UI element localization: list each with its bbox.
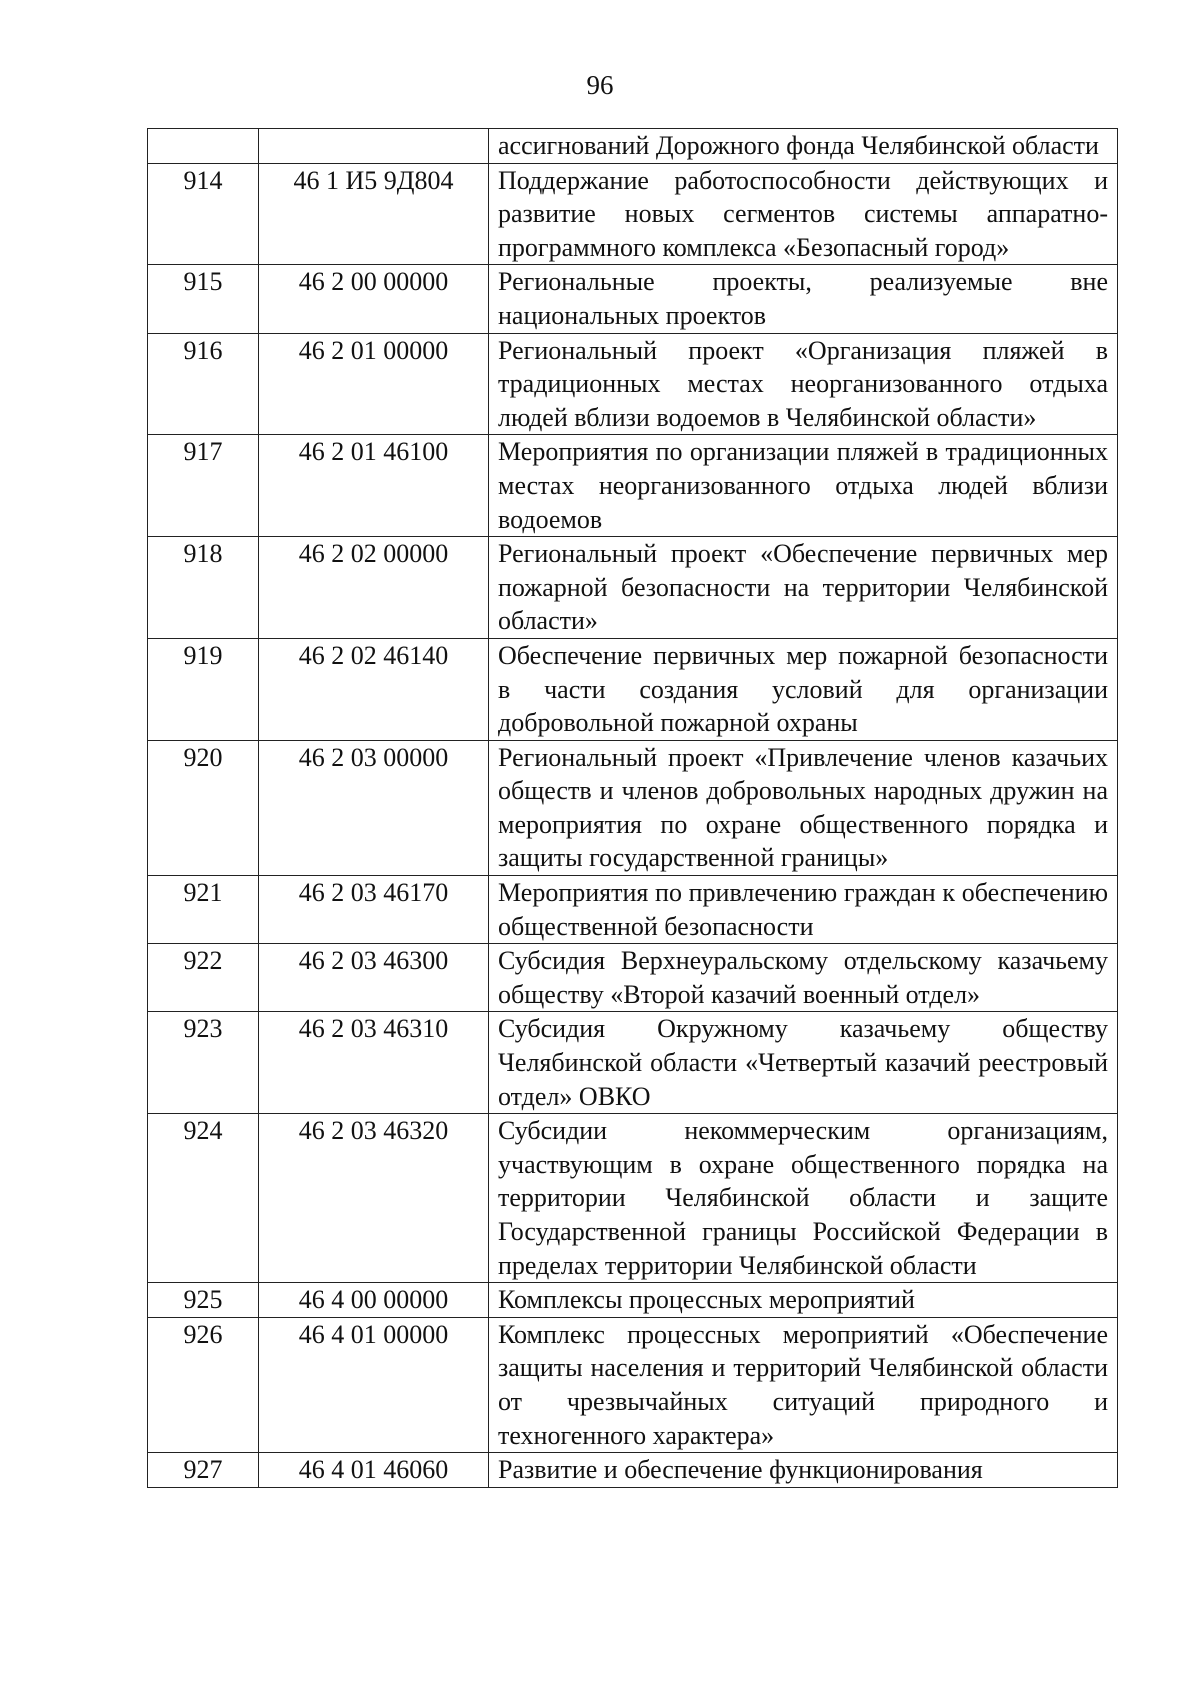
row-number-cell: 924 bbox=[148, 1114, 259, 1283]
row-number-cell: 927 bbox=[148, 1453, 259, 1488]
row-number-cell: 916 bbox=[148, 333, 259, 435]
description-cell: Поддержание работоспособности действующих и развитие новых сегментов системы аппаратно-программного комплекса «Безопасный город» bbox=[489, 163, 1118, 265]
page-number: 96 bbox=[586, 70, 614, 100]
row-number-cell: 915 bbox=[148, 265, 259, 333]
budget-classification-table bbox=[147, 128, 1118, 1488]
description-cell: Региональный проект «Организация пляжей в традиционных местах неорганизованного отдыха людей вблизи водоемов в Челябинской области» bbox=[489, 333, 1118, 435]
description-cell: Комплексы процессных мероприятий bbox=[489, 1283, 1118, 1318]
description-cell: Мероприятия по организации пляжей в традиционных местах неорганизованного отдыха людей вблизи водоемов bbox=[489, 435, 1118, 537]
row-number-cell: 921 bbox=[148, 876, 259, 944]
table-row bbox=[148, 638, 1118, 740]
table-body bbox=[148, 129, 1118, 1488]
classification-code-cell: 46 2 03 46310 bbox=[259, 1012, 489, 1114]
description-cell: Субсидия Верхнеуральскому отдельскому казачьему обществу «Второй казачий военный отдел» bbox=[489, 944, 1118, 1012]
table-row bbox=[148, 1317, 1118, 1452]
classification-code-cell: 46 2 00 00000 bbox=[259, 265, 489, 333]
row-number-cell bbox=[148, 129, 259, 164]
classification-code-cell: 46 1 И5 9Д804 bbox=[259, 163, 489, 265]
row-number-cell: 920 bbox=[148, 740, 259, 875]
table-row bbox=[148, 333, 1118, 435]
row-number-cell: 926 bbox=[148, 1317, 259, 1452]
classification-code-cell: 46 4 01 46060 bbox=[259, 1453, 489, 1488]
table-row bbox=[148, 1012, 1118, 1114]
description-cell: Региональные проекты, реализуемые вне национальных проектов bbox=[489, 265, 1118, 333]
row-number-cell: 917 bbox=[148, 435, 259, 537]
classification-code-cell: 46 2 02 00000 bbox=[259, 537, 489, 639]
classification-code-cell: 46 2 03 00000 bbox=[259, 740, 489, 875]
classification-code-cell: 46 2 02 46140 bbox=[259, 638, 489, 740]
table-row bbox=[148, 1114, 1118, 1283]
table-row bbox=[148, 435, 1118, 537]
classification-code-cell bbox=[259, 129, 489, 164]
row-number-cell: 922 bbox=[148, 944, 259, 1012]
table-row bbox=[148, 537, 1118, 639]
description-cell: Комплекс процессных мероприятий «Обеспечение защиты населения и территорий Челябинской области от чрезвычайных ситуаций природного и техногенного характера» bbox=[489, 1317, 1118, 1452]
classification-code-cell: 46 2 01 00000 bbox=[259, 333, 489, 435]
table-row bbox=[148, 1453, 1118, 1488]
table-row bbox=[148, 265, 1118, 333]
row-number-cell: 923 bbox=[148, 1012, 259, 1114]
classification-code-cell: 46 2 03 46320 bbox=[259, 1114, 489, 1283]
table-row bbox=[148, 129, 1118, 164]
table-row bbox=[148, 1283, 1118, 1318]
row-number-cell: 919 bbox=[148, 638, 259, 740]
row-number-cell: 914 bbox=[148, 163, 259, 265]
description-cell: Развитие и обеспечение функционирования bbox=[489, 1453, 1118, 1488]
description-cell: Субсидия Окружному казачьему обществу Челябинской области «Четвертый казачий реестровый отдел» ОВКО bbox=[489, 1012, 1118, 1114]
classification-code-cell: 46 4 00 00000 bbox=[259, 1283, 489, 1318]
description-cell: Обеспечение первичных мер пожарной безопасности в части создания условий для организации добровольной пожарной охраны bbox=[489, 638, 1118, 740]
description-cell: Мероприятия по привлечению граждан к обеспечению общественной безопасности bbox=[489, 876, 1118, 944]
row-number-cell: 925 bbox=[148, 1283, 259, 1318]
description-cell: Региональный проект «Обеспечение первичных мер пожарной безопасности на территории Челябинской области» bbox=[489, 537, 1118, 639]
classification-code-cell: 46 2 03 46300 bbox=[259, 944, 489, 1012]
description-cell: Региональный проект «Привлечение членов казачьих обществ и членов добровольных народных дружин на мероприятия по охране общественного порядка и защиты государственной границы» bbox=[489, 740, 1118, 875]
row-number-cell: 918 bbox=[148, 537, 259, 639]
classification-code-cell: 46 4 01 00000 bbox=[259, 1317, 489, 1452]
description-cell: ассигнований Дорожного фонда Челябинской области bbox=[489, 129, 1118, 164]
description-cell: Субсидии некоммерческим организациям, участвующим в охране общественного порядка на территории Челябинской области и защите Государственной границы Российской Федерации в пределах территории Челябинской области bbox=[489, 1114, 1118, 1283]
classification-code-cell: 46 2 01 46100 bbox=[259, 435, 489, 537]
classification-code-cell: 46 2 03 46170 bbox=[259, 876, 489, 944]
table-row bbox=[148, 944, 1118, 1012]
table-row bbox=[148, 163, 1118, 265]
table-row bbox=[148, 876, 1118, 944]
table-row bbox=[148, 740, 1118, 875]
